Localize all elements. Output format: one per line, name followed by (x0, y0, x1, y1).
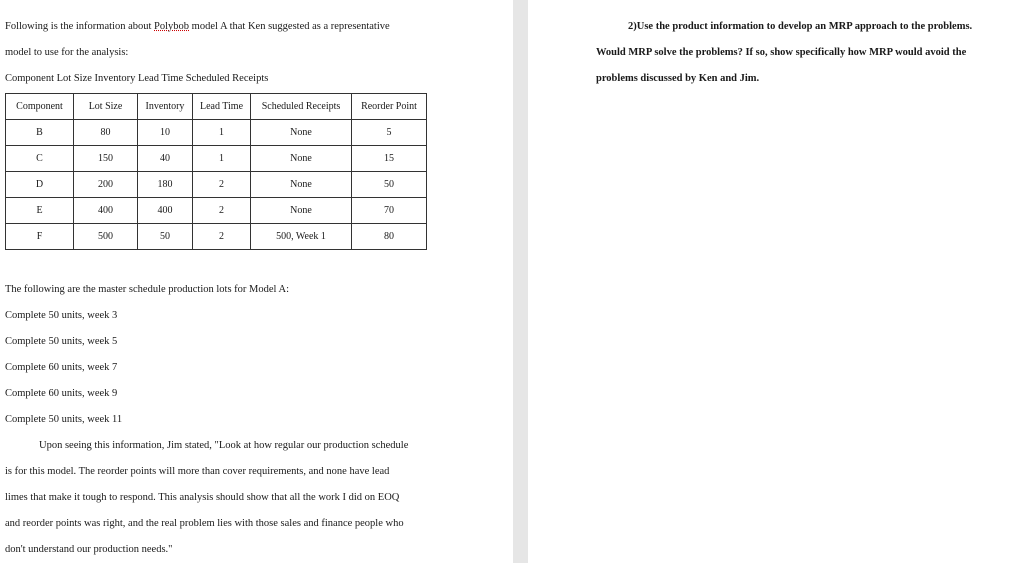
header-lot-size: Lot Size (74, 94, 138, 120)
table-cell: E (6, 198, 74, 224)
table-header-row (6, 94, 427, 120)
table-cell: 50 (138, 224, 193, 250)
header-lead-time: Lead Time (193, 94, 251, 120)
table-cell: None (251, 198, 352, 224)
table-cell: 500 (74, 224, 138, 250)
header-component: Component (6, 94, 74, 120)
table-row (6, 146, 427, 172)
table-cell: 500, Week 1 (251, 224, 352, 250)
table-cell: F (6, 224, 74, 250)
table-cell: 10 (138, 120, 193, 146)
table-cell: 40 (138, 146, 193, 172)
quote-line: is for this model. The reorder points will more than cover requirements, and none have lead (5, 466, 390, 477)
quote-line: limes that make it tough to respond. This analysis should show that all the work I did on EOQ (5, 492, 400, 503)
header-scheduled-receipts: Scheduled Receipts (251, 94, 352, 120)
table-caption: Component Lot Size Inventory Lead Time Scheduled Receipts (5, 73, 269, 84)
table-cell: 80 (74, 120, 138, 146)
schedule-intro: The following are the master schedule production lots for Model A: (5, 284, 290, 295)
table-row (6, 120, 427, 146)
quote-line: don't understand our production needs." (5, 544, 173, 555)
table-cell: None (251, 146, 352, 172)
table-cell: 50 (352, 172, 427, 198)
table-cell: 400 (74, 198, 138, 224)
table-cell: 200 (74, 172, 138, 198)
table-cell: B (6, 120, 74, 146)
schedule-item: Complete 60 units, week 7 (5, 362, 118, 373)
schedule-item: Complete 50 units, week 3 (5, 310, 118, 321)
table-cell: 1 (193, 146, 251, 172)
right-page (528, 0, 1024, 563)
table-row (6, 224, 427, 250)
header-reorder-point: Reorder Point (352, 94, 427, 120)
schedule-item: Complete 60 units, week 9 (5, 388, 118, 399)
table-cell: 2 (193, 224, 251, 250)
quote-line: and reorder points was right, and the real problem lies with those sales and finance people who (5, 518, 404, 529)
table-cell: None (251, 172, 352, 198)
table-cell: 70 (352, 198, 427, 224)
table-cell: 2 (193, 172, 251, 198)
table-cell: 2 (193, 198, 251, 224)
table-cell: 150 (74, 146, 138, 172)
table-cell: 1 (193, 120, 251, 146)
schedule-item: Complete 50 units, week 11 (5, 414, 123, 425)
intro-text-before: Following is the information about (5, 21, 155, 32)
question-line: Would MRP solve the problems? If so, show specifically how MRP would avoid the (596, 47, 967, 58)
question-line: 2)Use the product information to develop an MRP approach to the problems. (628, 21, 973, 32)
header-inventory: Inventory (138, 94, 193, 120)
table-cell: C (6, 146, 74, 172)
table-cell: 80 (352, 224, 427, 250)
table-cell: 15 (352, 146, 427, 172)
brand-name: Polybob (154, 21, 190, 32)
table-cell: 5 (352, 120, 427, 146)
table-row (6, 198, 427, 224)
intro-line-2: model to use for the analysis: (5, 47, 129, 58)
table-cell: None (251, 120, 352, 146)
page-gutter (513, 0, 528, 563)
question-line: problems discussed by Ken and Jim. (596, 73, 760, 84)
table-cell: D (6, 172, 74, 198)
quote-line: Upon seeing this information, Jim stated, "Look at how regular our production schedule (39, 440, 409, 451)
intro-text-after: model A that Ken suggested as a representative (189, 21, 390, 32)
table-cell: 400 (138, 198, 193, 224)
table-cell: 180 (138, 172, 193, 198)
schedule-item: Complete 50 units, week 5 (5, 336, 118, 347)
component-table (5, 93, 427, 250)
table-row (6, 172, 427, 198)
intro-line-1 (5, 21, 390, 33)
